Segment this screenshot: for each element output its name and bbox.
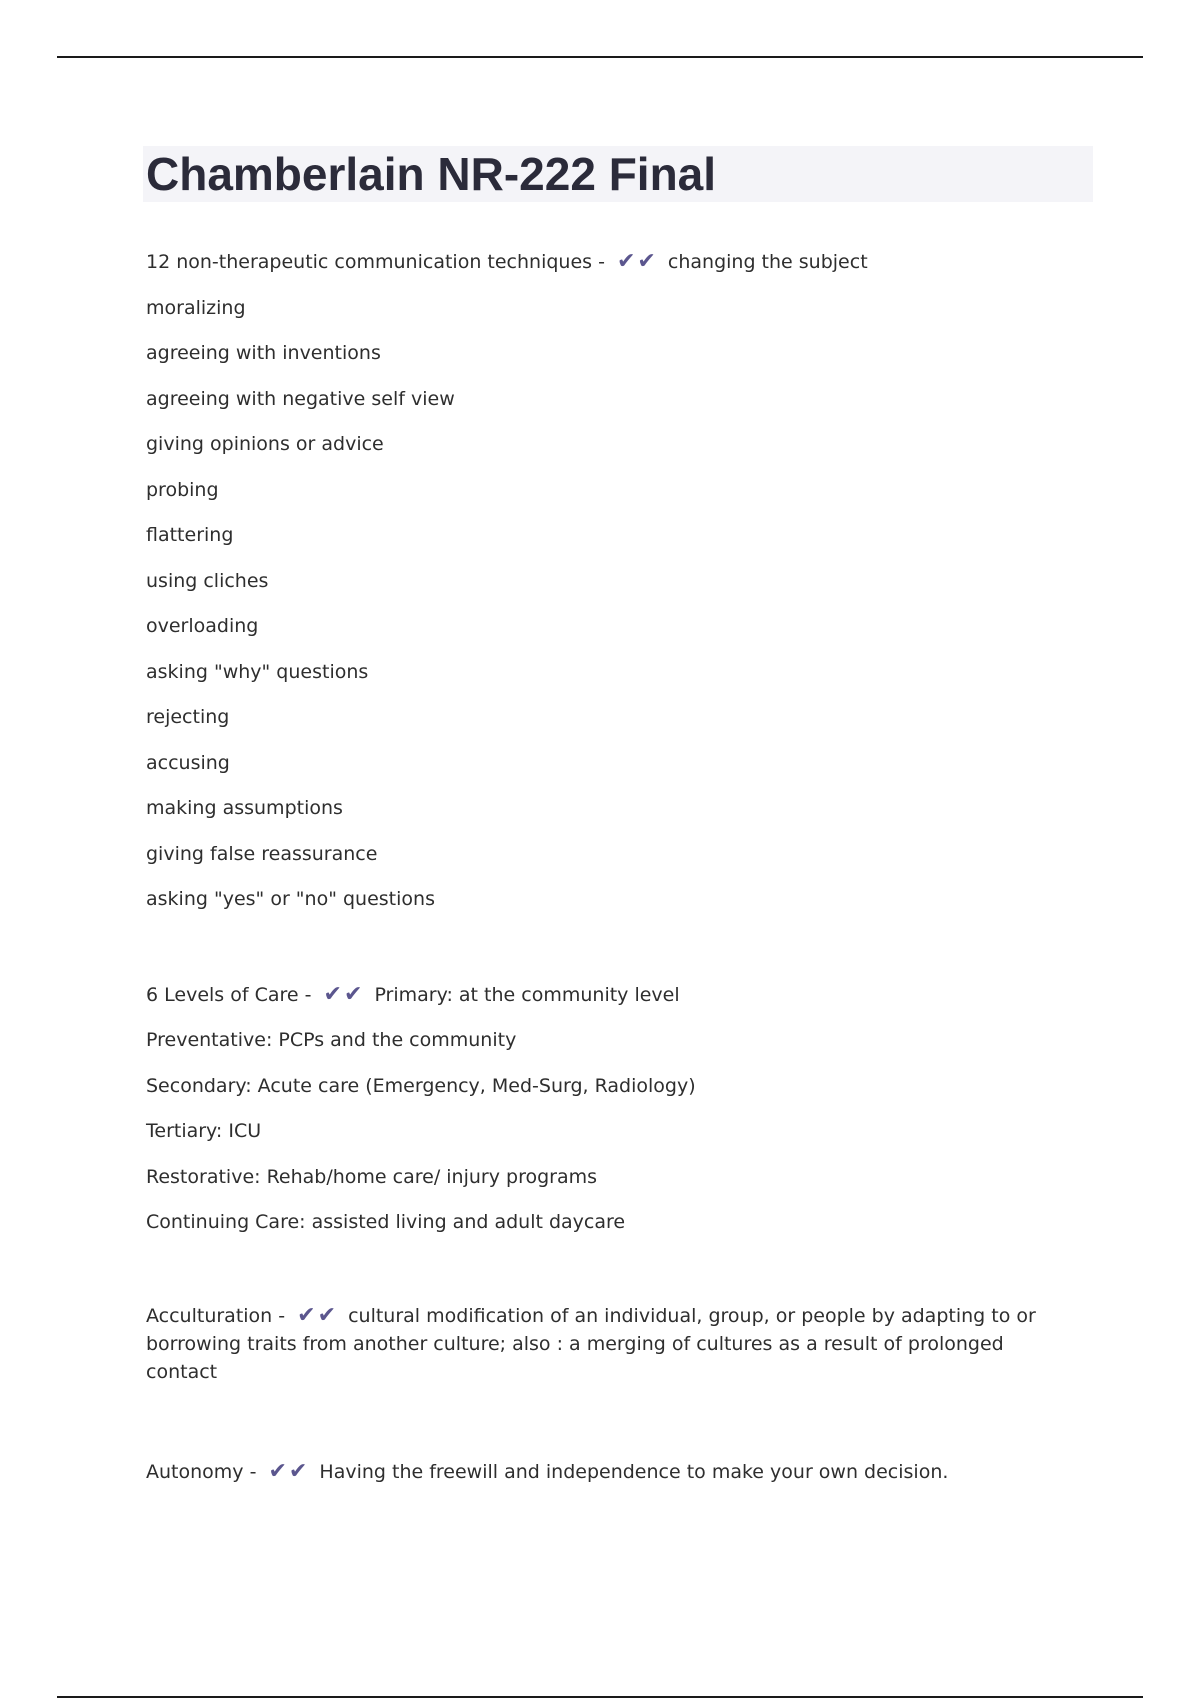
- card-first-line: [146, 246, 1066, 292]
- bottom-rule: [57, 1696, 1143, 1698]
- list-item: using cliches: [146, 569, 269, 592]
- list-item: Secondary: Acute care (Emergency, Med-Surg, Radiology): [146, 1074, 696, 1097]
- document-title: Chamberlain NR-222 Final: [146, 148, 717, 200]
- checkmarks: [268, 1458, 313, 1484]
- card-term: Autonomy -: [146, 1460, 257, 1483]
- list-item: Restorative: Rehab/home care/ injury programs: [146, 1165, 598, 1188]
- list-item: accusing: [146, 751, 230, 774]
- list-item: agreeing with inventions: [146, 342, 381, 364]
- card-answer: cultural modification of an individual, group, or people by adapting to or borrowing traits from another culture; also : a merging of cultures as a result of prolonged contact: [146, 1304, 1036, 1383]
- list-item: asking "why" questions: [146, 660, 369, 683]
- list-item: agreeing with negative self view: [146, 387, 455, 410]
- checkmarks: [617, 251, 662, 273]
- list-item: making assumptions: [146, 797, 343, 819]
- checkmark-icon: ✔: [616, 249, 636, 274]
- list-item: probing: [146, 478, 219, 501]
- card-first-line: [146, 979, 1066, 1025]
- card-term: 12 non-therapeutic communication techniques -: [146, 251, 605, 273]
- checkmark-icon: ✔: [343, 981, 363, 1007]
- checkmark-icon: ✔: [637, 249, 656, 274]
- checkmark-icon: ✔: [317, 1302, 337, 1328]
- checkmark-icon: ✔: [297, 1302, 316, 1328]
- card-answer: Having the freewill and independence to make your own decision.: [319, 1460, 949, 1483]
- flashcard-levels-of-care: [146, 979, 1066, 1252]
- checkmark-icon: ✔: [323, 981, 342, 1007]
- checkmark-icon: ✔: [268, 1458, 287, 1484]
- list-item: Preventative: PCPs and the community: [146, 1029, 517, 1051]
- flashcard-autonomy: [146, 1456, 1066, 1502]
- list-item: asking "yes" or "no" questions: [146, 888, 435, 910]
- flashcard-non-therapeutic: [146, 246, 1066, 929]
- card-term: 6 Levels of Care -: [146, 983, 312, 1006]
- card-answer: changing the subject: [667, 251, 868, 273]
- list-item: flattering: [146, 524, 234, 546]
- card-term: Acculturation -: [146, 1304, 286, 1327]
- list-item: Continuing Care: assisted living and adult daycare: [146, 1211, 626, 1233]
- list-item: moralizing: [146, 296, 246, 319]
- flashcard-acculturation: [146, 1302, 1066, 1386]
- top-rule: [57, 56, 1143, 58]
- list-item: giving opinions or advice: [146, 433, 384, 455]
- list-item: rejecting: [146, 706, 230, 728]
- checkmark-icon: ✔: [288, 1458, 308, 1484]
- card-divider-space: [146, 929, 1066, 979]
- card-divider-space: [146, 1252, 1066, 1302]
- card-first-line: [146, 1456, 1066, 1502]
- card-first-line: [146, 1302, 1066, 1386]
- checkmarks: [323, 981, 369, 1007]
- card-answer: Primary: at the community level: [374, 983, 680, 1006]
- checkmarks: [297, 1302, 342, 1328]
- flashcard-list: [146, 246, 1066, 1501]
- list-item: giving false reassurance: [146, 842, 378, 865]
- list-item: Tertiary: ICU: [146, 1120, 262, 1142]
- list-item: overloading: [146, 615, 259, 637]
